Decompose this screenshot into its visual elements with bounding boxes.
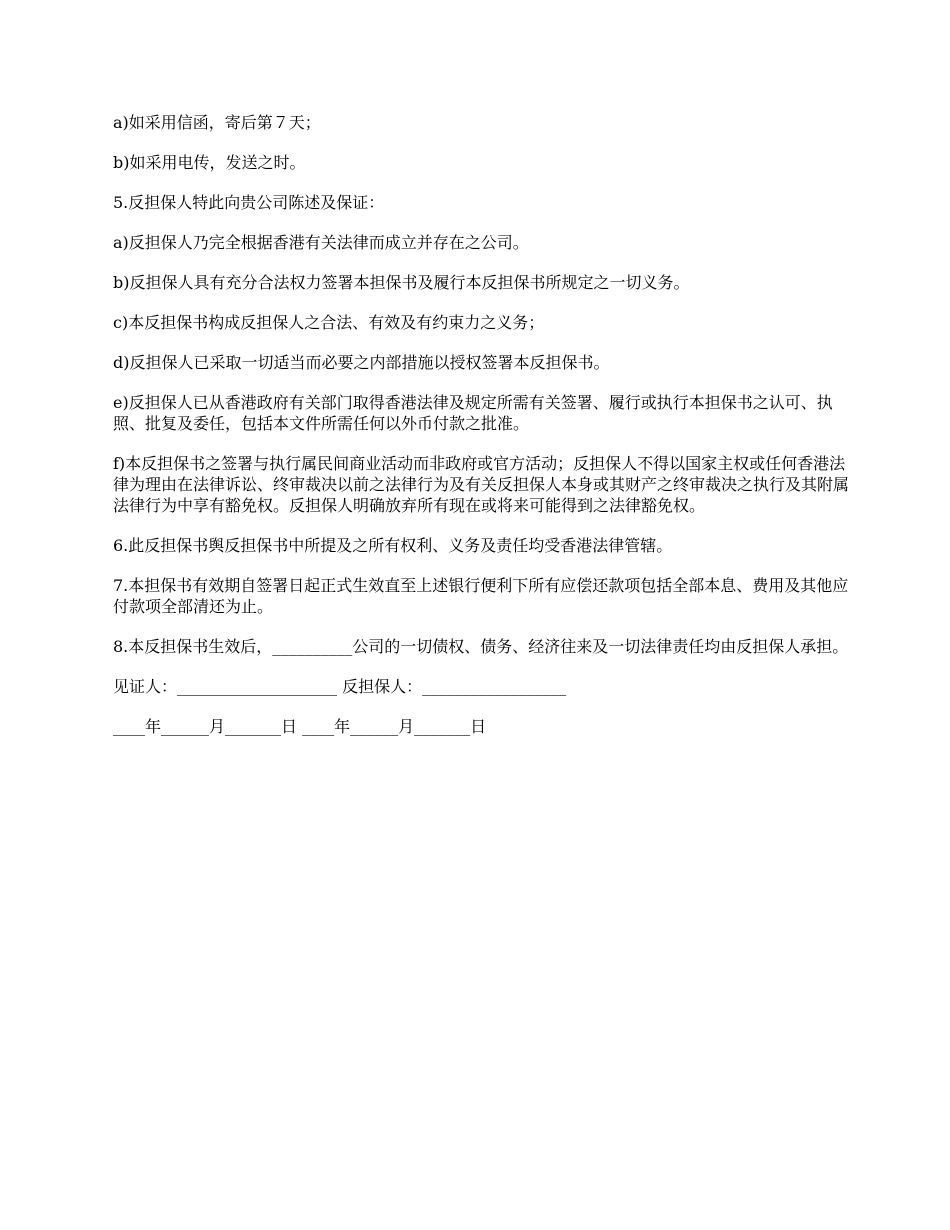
clause-5a: a)反担保人乃完全根据香港有关法律而成立并存在之公司。: [113, 233, 529, 252]
date-line: ____年______月_______日 ____年______月_______日: [113, 717, 487, 736]
clause-6: 6.此反担保书舆反担保书中所提及之所有权利、义务及责任均受香港法律管辖。: [113, 536, 673, 555]
clause-5c: c)本反担保书构成反担保人之合法、有效及有约束力之义务；: [113, 313, 545, 332]
clause-a-letter: a)如采用信函，寄后第７天；: [113, 113, 321, 132]
clause-5f: f)本反担保书之签署与执行属民间商业活动而非政府或官方活动；反担保人不得以国家主权或任何香港法律为理由在法律诉讼、终审裁决以前之法律行为及有关反担保人本身或其财产之终审裁决之执行及其附属法律行为中享有豁免权。反担保人明确放弃所有现在或将来可能得到之法律豁免权。: [113, 454, 850, 515]
signature-line: 见证人：____________________ 反担保人：__________________: [113, 677, 567, 696]
clause-b-telex: b)如采用电传，发送之时。: [113, 153, 306, 172]
document-page: [113, 112, 853, 756]
clause-7: 7.本担保书有效期自签署日起正式生效直至上述银行便利下所有应偿还款项包括全部本息、费用及其他应付款项全部清还为止。: [113, 576, 849, 616]
clause-5b: b)反担保人具有充分合法权力签署本担保书及履行本反担保书所规定之一切义务。: [113, 273, 690, 292]
clause-5-heading: 5.反担保人特此向贵公司陈述及保证：: [113, 193, 385, 212]
clause-5e: e)反担保人已从香港政府有关部门取得香港法律及规定所需有关签署、履行或执行本担保书之认可、执照、批复及委任，包括本文件所需任何以外币付款之批准。: [113, 393, 833, 433]
clause-8: 8.本反担保书生效后，__________公司的一切债权、债务、经济往来及一切法律责任均由反担保人承担。: [113, 637, 849, 656]
clause-5d: d)反担保人已采取一切适当而必要之内部措施以授权签署本反担保书。: [113, 353, 610, 372]
